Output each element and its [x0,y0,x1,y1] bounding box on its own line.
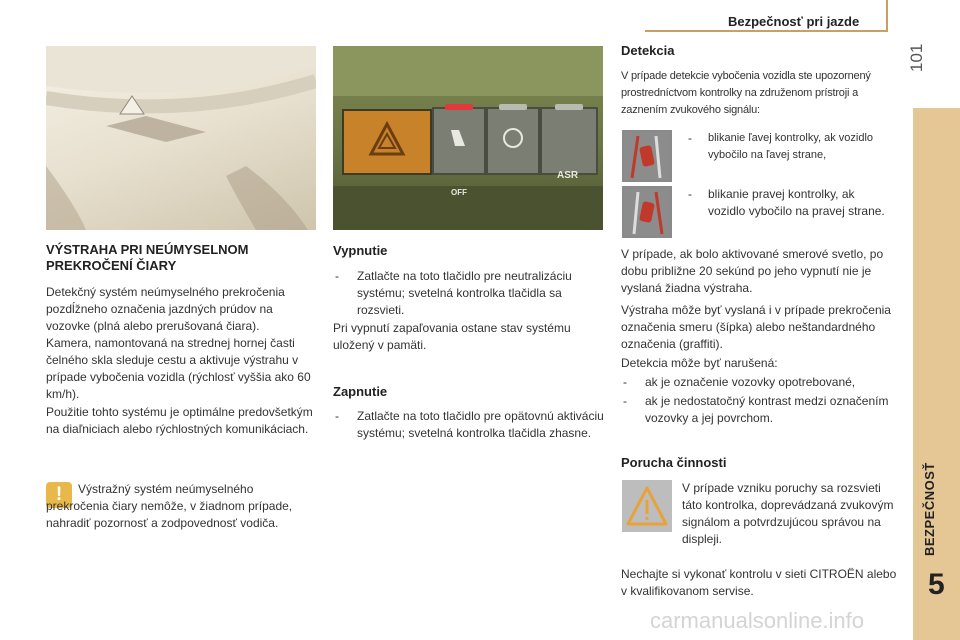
section-heading-vypnutie: Vypnutie [333,243,388,258]
porucha-note: Nechajte si vykonať kontrolu v sieti CITROËN alebo v kvalifikovanom servise. [621,567,897,598]
bullet-worn-marking: ak je označenie vozovky opotrebované, [645,375,856,389]
dashboard-illustration [333,46,603,230]
watermark: carmanualsonline.info [650,608,865,633]
header-rule [645,30,888,32]
section-heading-detekcia: Detekcia [621,43,675,58]
chapter-tab [913,108,960,640]
section-heading-porucha: Porucha činnosti [621,455,727,470]
zapnutie-item: Zatlačte na toto tlačidlo pre opätovnú aktiváciu systému; svetelná kontrolka tlačidla zhasne. [357,409,604,440]
section-heading-lane-warning: VÝSTRAHA PRI NEÚMYSELNOM PREKROČENÍ ČIARY [46,242,249,273]
left-lane-lamp [622,130,672,182]
dashboard-buttons-photo [333,46,603,230]
paragraph-disturbance: Detekcia môže byť narušená: [621,356,778,370]
asr-button-label: ASR [557,170,579,181]
paragraph-camera: Kamera, namontovaná na strednej hornej časti čelného skla sleduje cestu a aktivuje výstrahu v prípade vybočenia vozidla (rýchlosť vyššia ako 60 km/h). [46,336,311,401]
bullet-low-contrast: ak je nedostatočný kontrast medzi označením vozovky a jej povrchom. [645,394,889,425]
warning-icon: ! [46,482,72,508]
right-lane-lamp [622,186,672,238]
list-dash: - [688,131,692,145]
list-dash: - [688,187,692,201]
windshield-camera-photo [46,46,316,230]
vypnutie-note: Pri vypnutí zapaľovania ostane stav systému uložený v pamäti. [333,321,571,352]
chapter-label: BEZPEČNOSŤ [922,462,937,556]
paragraph-intro: Detekčný systém neúmyselného prekročenia pozdĺžneho označenia jazdných prúdov na vozovke (plná alebo prerušovaná čiara). [46,285,285,333]
vypnutie-item: Zatlačte na toto tlačidlo pre neutralizáciu systému; svetelná kontrolka tlačidla sa rozsvieti. [357,269,572,317]
section-heading-zapnutie: Zapnutie [333,384,388,399]
off-button-label: OFF [451,188,467,197]
paragraph-arrow: Výstraha môže byť vyslaná i v prípade prekročenia označenia smeru (šípka) alebo neštandardného označenia (graffiti). [621,303,891,351]
list-dash: - [335,409,339,423]
list-dash: - [623,375,627,389]
paragraph-usage: Použitie tohto systému je optimálne predovšetkým na diaľniciach alebo rýchlostných komunikáciach. [46,405,313,436]
warning-note: Výstražný systém neúmyselného prekročenia čiary nemôže, v žiadnom prípade, nahradiť pozornosť a zodpovednosť vodiča. [46,482,293,530]
chapter-number: 5 [928,568,945,601]
porucha-text: V prípade vzniku poruchy sa rozsvieti táto kontrolka, doprevádzaná zvukovým signálom a potvrdzujúcou správou na displeji. [682,481,894,546]
fault-warning-lamp [622,480,672,532]
header-tick [886,0,888,32]
page-number: 101 [907,43,926,72]
running-header: Bezpečnosť pri jazde [728,14,860,29]
paragraph-turn-signal: V prípade, ak bolo aktivované smerové svetlo, po dobu približne 20 sekúnd po jeho vypnutí nie je vyslaná žiadna výstraha. [621,247,884,295]
list-dash: - [623,394,627,408]
windshield-illustration [46,46,316,230]
detekcia-intro: V prípade detekcie vybočenia vozidla ste upozornený prostredníctvom kontrolky na združenom prístroji a zaznením zvukového signálu: [621,70,871,116]
list-dash: - [335,269,339,283]
lamp-left-text: blikanie ľavej kontrolky, ak vozidlo vybočilo na ľavej strane, [708,132,874,161]
lamp-right-text: blikanie pravej kontrolky, ak vozidlo vybočilo na pravej strane. [708,187,885,218]
